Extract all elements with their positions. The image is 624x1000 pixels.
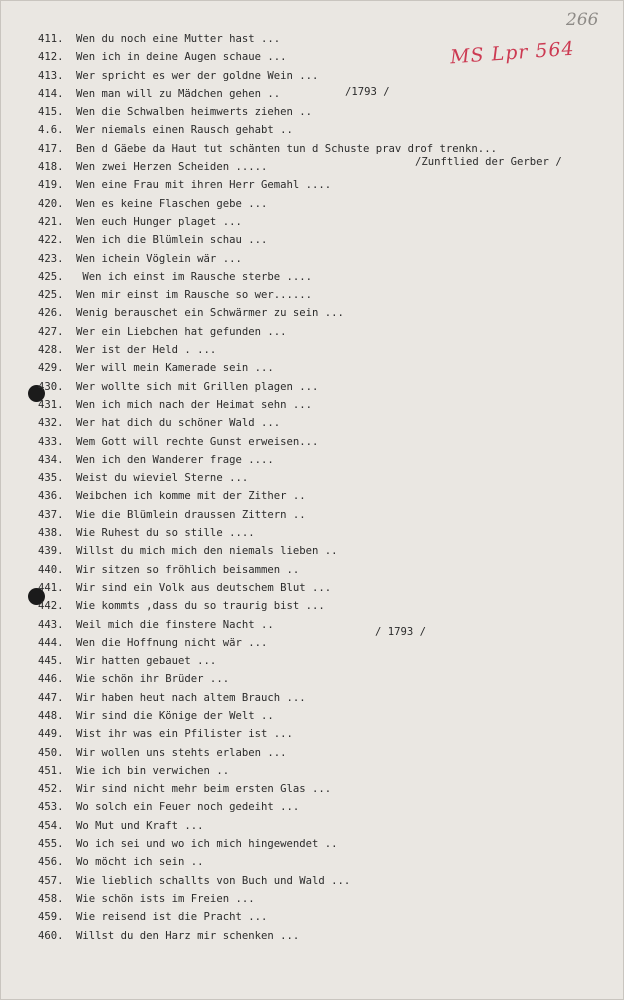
list-item xyxy=(38,744,497,762)
entry-number: 456. xyxy=(38,856,64,869)
list-item xyxy=(38,341,497,359)
entry-title: Wer spricht es wer der goldne Wein ... xyxy=(76,69,319,82)
entry-number: 428. xyxy=(38,344,64,357)
entry-number: 448. xyxy=(38,709,64,722)
list-item xyxy=(38,359,497,377)
entry-title: Wir wollen uns stehts erlaben ... xyxy=(76,746,287,759)
entry-number: 441. xyxy=(38,581,64,594)
entry-number: 423. xyxy=(38,252,64,265)
entry-number: 454. xyxy=(38,819,64,832)
entry-title: Wem Gott will rechte Gunst erweisen... xyxy=(76,435,319,448)
list-item xyxy=(38,780,497,798)
entry-number: 460. xyxy=(38,929,64,942)
list-item xyxy=(38,817,497,835)
entry-title: Wen ich den Wanderer frage .... xyxy=(76,453,274,466)
entry-title: Wir sind ein Volk aus deutschem Blut ... xyxy=(76,581,332,594)
entry-title: Willst du mich mich den niemals lieben .. xyxy=(76,545,338,558)
list-item xyxy=(38,561,497,579)
entry-number: 455. xyxy=(38,838,64,851)
list-item xyxy=(38,414,497,432)
entry-number: 445. xyxy=(38,655,64,668)
list-item xyxy=(38,579,497,597)
list-item xyxy=(38,213,497,231)
entry-number: 453. xyxy=(38,801,64,814)
entry-number: 440. xyxy=(38,563,64,576)
list-item xyxy=(38,487,497,505)
entry-title: Weil mich die finstere Nacht .. xyxy=(76,618,274,631)
entry-title: Wer ist der Held . ... xyxy=(76,344,217,357)
entry-number: 436. xyxy=(38,490,64,503)
entry-title: Wie Ruhest du so stille .... xyxy=(76,527,255,540)
entry-number: 444. xyxy=(38,636,64,649)
list-item xyxy=(38,231,497,249)
list-item xyxy=(38,304,497,322)
entry-title: Wen zwei Herzen Scheiden ..... xyxy=(76,161,268,174)
entry-title: Wir sind nicht mehr beim ersten Glas ... xyxy=(76,783,332,796)
entry-number: 459. xyxy=(38,911,64,924)
entry-title: Wist ihr was ein Pfilister ist ... xyxy=(76,728,293,741)
list-item xyxy=(38,634,497,652)
entry-title: Wen man will zu Mädchen gehen .. xyxy=(76,87,281,100)
list-item xyxy=(38,433,497,451)
entry-title: Wen mir einst im Rausche so wer...... xyxy=(76,289,312,302)
entry-number: 413. xyxy=(38,69,64,82)
list-item xyxy=(38,707,497,725)
folio-number: 266 xyxy=(566,10,599,30)
entry-title: Ben d Gäebe da Haut tut schänten tun d Schuste prav drof trenkn... xyxy=(76,142,497,155)
entry-number: 442. xyxy=(38,600,64,613)
list-item xyxy=(38,451,497,469)
entry-title: Wenig berauschet ein Schwärmer zu sein ... xyxy=(76,307,344,320)
entry-number: 435. xyxy=(38,472,64,485)
entry-title: Wen euch Hunger plaget ... xyxy=(76,215,242,228)
entry-number: 417. xyxy=(38,142,64,155)
entry-number: 421. xyxy=(38,215,64,228)
entry-number: 437. xyxy=(38,508,64,521)
list-item xyxy=(38,542,497,560)
entry-number: 427. xyxy=(38,325,64,338)
entry-number: 426. xyxy=(38,307,64,320)
entry-title: Wir sitzen so fröhlich beisammen .. xyxy=(76,563,300,576)
entry-number: 450. xyxy=(38,746,64,759)
list-item xyxy=(38,396,497,414)
entry-title: Wen eine Frau mit ihren Herr Gemahl .... xyxy=(76,179,332,192)
list-item xyxy=(38,286,497,304)
entry-number: 458. xyxy=(38,892,64,905)
list-item xyxy=(38,524,497,542)
list-item xyxy=(38,30,497,48)
list-item xyxy=(38,378,497,396)
entry-title: Wen die Schwalben heimwerts ziehen .. xyxy=(76,106,312,119)
list-item xyxy=(38,908,497,926)
entry-title: Wen die Hoffnung nicht wär ... xyxy=(76,636,268,649)
entry-title: Wie kommts ,dass du so traurig bist ... xyxy=(76,600,325,613)
entry-number: 429. xyxy=(38,362,64,375)
entry-title: Wie schön ihr Brüder ... xyxy=(76,673,230,686)
list-item xyxy=(38,853,497,871)
entry-title: Wen du noch eine Mutter hast ... xyxy=(76,33,281,45)
entry-number: 457. xyxy=(38,874,64,887)
entry-number: 449. xyxy=(38,728,64,741)
entry-number: 422. xyxy=(38,234,64,247)
entry-title: Wen ich einst im Rausche sterbe .... xyxy=(76,270,312,283)
entry-title: Wo solch ein Feuer noch gedeiht ... xyxy=(76,801,300,814)
list-item xyxy=(38,506,497,524)
entry-number: 419. xyxy=(38,179,64,192)
list-item xyxy=(38,85,497,103)
list-item xyxy=(38,616,497,634)
entry-number: 425. xyxy=(38,289,64,302)
entry-title: Wie lieblich schallts von Buch und Wald ... xyxy=(76,874,351,887)
entry-title: Weist du wieviel Sterne ... xyxy=(76,472,249,485)
entry-title: Weibchen ich komme mit der Zither .. xyxy=(76,490,306,503)
entry-number: 420. xyxy=(38,197,64,210)
entry-number: 4.6. xyxy=(38,124,64,137)
list-item xyxy=(38,652,497,670)
entry-number: 432. xyxy=(38,417,64,430)
list-item xyxy=(38,798,497,816)
list-item xyxy=(38,469,497,487)
list-item xyxy=(38,689,497,707)
entry-number: 412. xyxy=(38,51,64,64)
entry-title: Wir hatten gebauet ... xyxy=(76,655,217,668)
shelfmark-annotation: MS Lpr 564 xyxy=(449,37,576,69)
list-item xyxy=(38,762,497,780)
entry-number: 452. xyxy=(38,783,64,796)
list-item xyxy=(38,597,497,615)
entry-title: Wen ich in deine Augen schaue ... xyxy=(76,51,287,64)
entry-number: 443. xyxy=(38,618,64,631)
margin-note-1793-second: / 1793 / xyxy=(375,626,427,638)
margin-note-zunftlied: /Zunftlied der Gerber / xyxy=(415,156,562,168)
entry-title: Wir sind die Könige der Welt .. xyxy=(76,709,274,722)
list-item xyxy=(38,670,497,688)
entry-number: 447. xyxy=(38,691,64,704)
list-item xyxy=(38,195,497,213)
entry-title: Wo ich sei und wo ich mich hingewendet .. xyxy=(76,838,338,851)
entry-title: Wie schön ists im Freien ... xyxy=(76,892,255,905)
entry-title: Wen es keine Flaschen gebe ... xyxy=(76,197,268,210)
entry-title: Wer ein Liebchen hat gefunden ... xyxy=(76,325,287,338)
entry-number: 446. xyxy=(38,673,64,686)
list-item xyxy=(38,48,497,66)
entry-title: Wen ich mich nach der Heimat sehn ... xyxy=(76,398,312,411)
list-item xyxy=(38,268,497,286)
entry-title: Wir haben heut nach altem Brauch ... xyxy=(76,691,306,704)
list-item xyxy=(38,323,497,341)
entry-title: Wie die Blümlein draussen Zittern .. xyxy=(76,508,306,521)
list-item xyxy=(38,67,497,85)
list-item xyxy=(38,176,497,194)
entry-number: 425. xyxy=(38,270,64,283)
entry-title: Wen ichein Vöglein wär ... xyxy=(76,252,242,265)
entry-number: 438. xyxy=(38,527,64,540)
entry-title: Wer will mein Kamerade sein ... xyxy=(76,362,274,375)
entry-number: 434. xyxy=(38,453,64,466)
entry-title: Wer wollte sich mit Grillen plagen ... xyxy=(76,380,319,393)
entry-number: 433. xyxy=(38,435,64,448)
entry-number: 414. xyxy=(38,87,64,100)
margin-note-1793: /1793 / xyxy=(345,86,390,98)
list-item xyxy=(38,835,497,853)
list-item xyxy=(38,927,497,945)
list-item xyxy=(38,725,497,743)
list-item xyxy=(38,872,497,890)
entry-title: Wo Mut und Kraft ... xyxy=(76,819,204,832)
entry-number: 431. xyxy=(38,398,64,411)
list-item xyxy=(38,890,497,908)
entry-title: Wen ich die Blümlein schau ... xyxy=(76,234,268,247)
entry-number: 411. xyxy=(38,33,64,45)
entry-title: Wer hat dich du schöner Wald ... xyxy=(76,417,281,430)
entry-title: Wie ich bin verwichen .. xyxy=(76,764,230,777)
entry-number: 439. xyxy=(38,545,64,558)
entry-title: Willst du den Harz mir schenken ... xyxy=(76,929,300,942)
list-item xyxy=(38,103,497,121)
entry-title: Wie reisend ist die Pracht ... xyxy=(76,911,268,924)
entry-number: 418. xyxy=(38,161,64,174)
list-item xyxy=(38,250,497,268)
entry-number: 430. xyxy=(38,380,64,393)
entry-number: 415. xyxy=(38,106,64,119)
list-item xyxy=(38,121,497,139)
entry-title: Wo möcht ich sein .. xyxy=(76,856,204,869)
entry-title: Wer niemals einen Rausch gehabt .. xyxy=(76,124,293,137)
entry-number: 451. xyxy=(38,764,64,777)
